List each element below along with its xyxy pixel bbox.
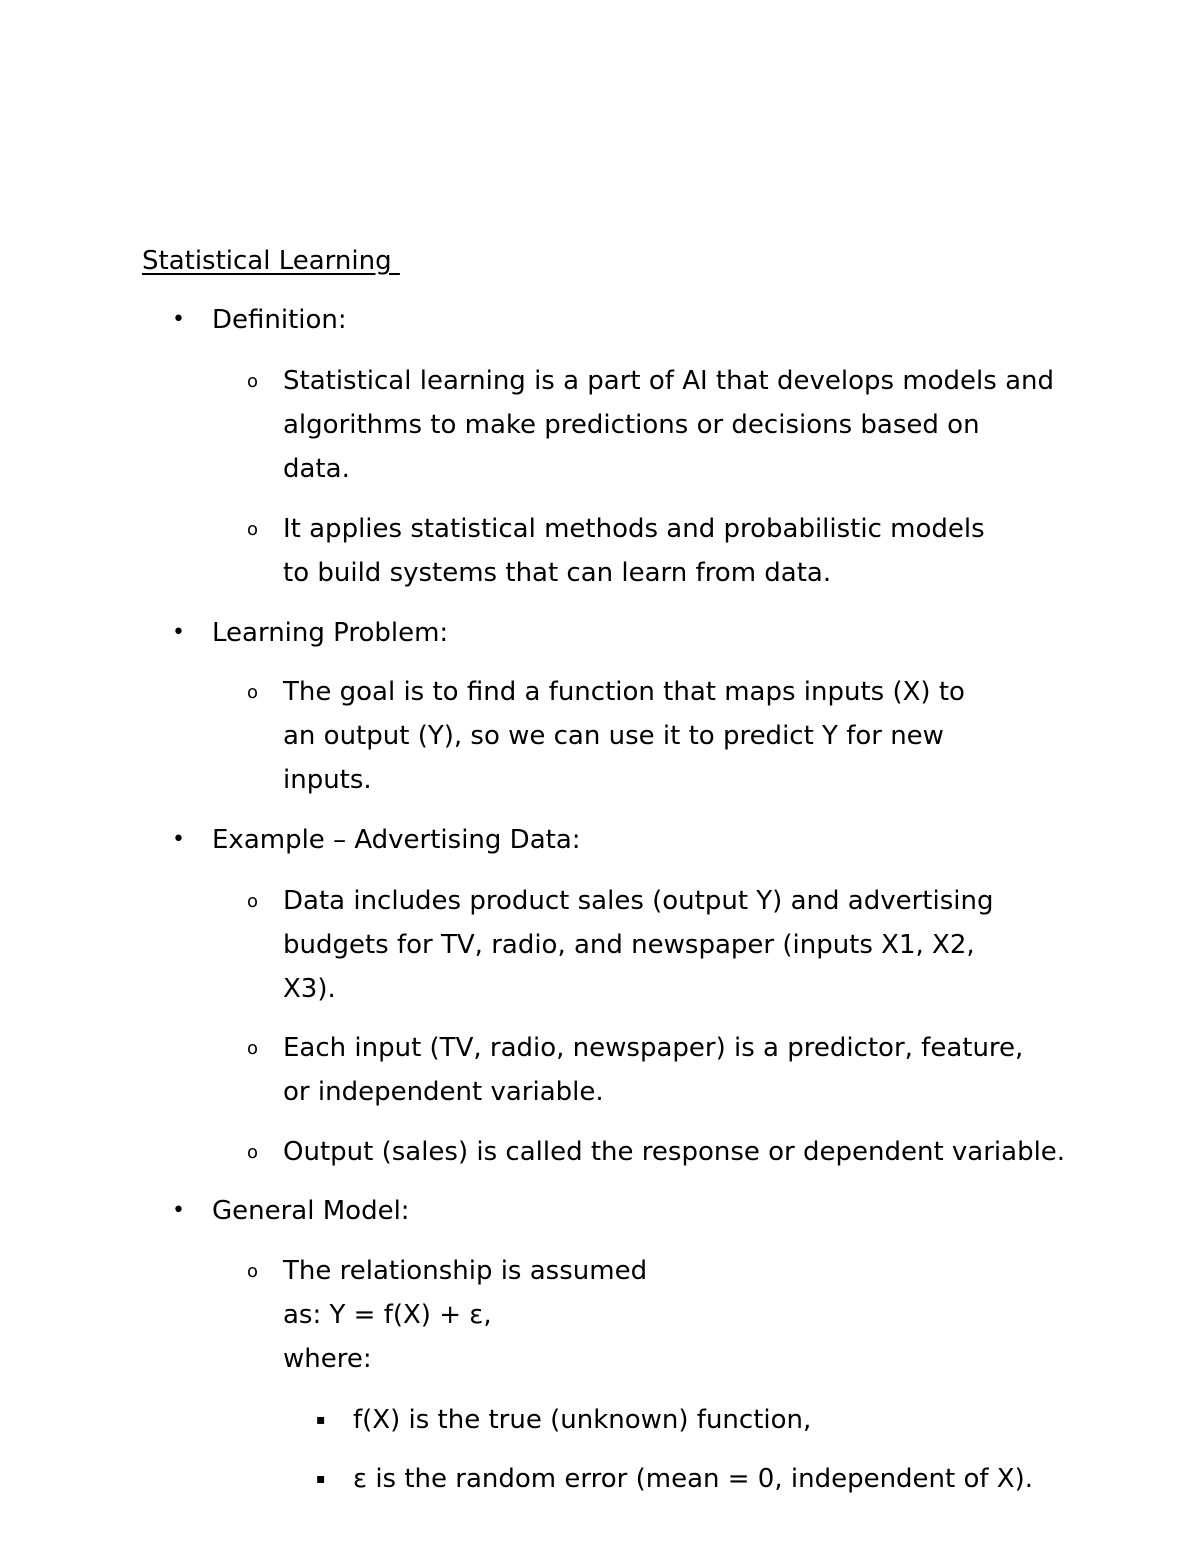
- list-item: ε is the random error (mean = 0, independent of X).: [353, 1464, 1034, 1494]
- list-item: Output (sales) is called the response or dependent variable.: [283, 1137, 1066, 1167]
- list-item: f(X) is the true (unknown) function,: [353, 1405, 812, 1435]
- sub-bullet-marker: o: [247, 1142, 259, 1163]
- sub-bullet-marker: o: [247, 371, 259, 392]
- list-item: It applies statistical methods and probabilistic models to build systems that can learn from data.: [283, 514, 985, 588]
- bullet-marker: •: [172, 620, 185, 645]
- list-item: Data includes product sales (output Y) and advertising budgets for TV, radio, and newspaper (inputs X1, X2, X3).: [283, 886, 994, 1004]
- sub-bullet-marker: o: [247, 519, 259, 540]
- sub-sub-bullet-marker: ▪: [316, 1471, 326, 1487]
- bullet-marker: •: [172, 827, 185, 852]
- sub-bullet-marker: o: [247, 891, 259, 912]
- sub-bullet-marker: o: [247, 682, 259, 703]
- section-heading-general-model: General Model:: [212, 1196, 410, 1226]
- sub-bullet-marker: o: [247, 1038, 259, 1059]
- document-title: Statistical Learning: [142, 246, 400, 276]
- list-item: The relationship is assumed as: Y = f(X) + ε, where:: [283, 1256, 648, 1374]
- bullet-marker: •: [172, 307, 185, 332]
- sub-sub-bullet-marker: ▪: [316, 1412, 326, 1428]
- list-item: The goal is to find a function that maps inputs (X) to an output (Y), so we can use it to predict Y for new inputs.: [283, 677, 965, 795]
- list-item: Statistical learning is a part of AI that develops models and algorithms to make predictions or decisions based on data.: [283, 366, 1054, 484]
- list-item: Each input (TV, radio, newspaper) is a predictor, feature, or independent variable.: [283, 1033, 1024, 1107]
- section-heading-learning-problem: Learning Problem:: [212, 618, 449, 648]
- section-heading-example: Example – Advertising Data:: [212, 825, 581, 855]
- section-heading-definition: Definition:: [212, 305, 347, 335]
- bullet-marker: •: [172, 1198, 185, 1223]
- sub-bullet-marker: o: [247, 1261, 259, 1282]
